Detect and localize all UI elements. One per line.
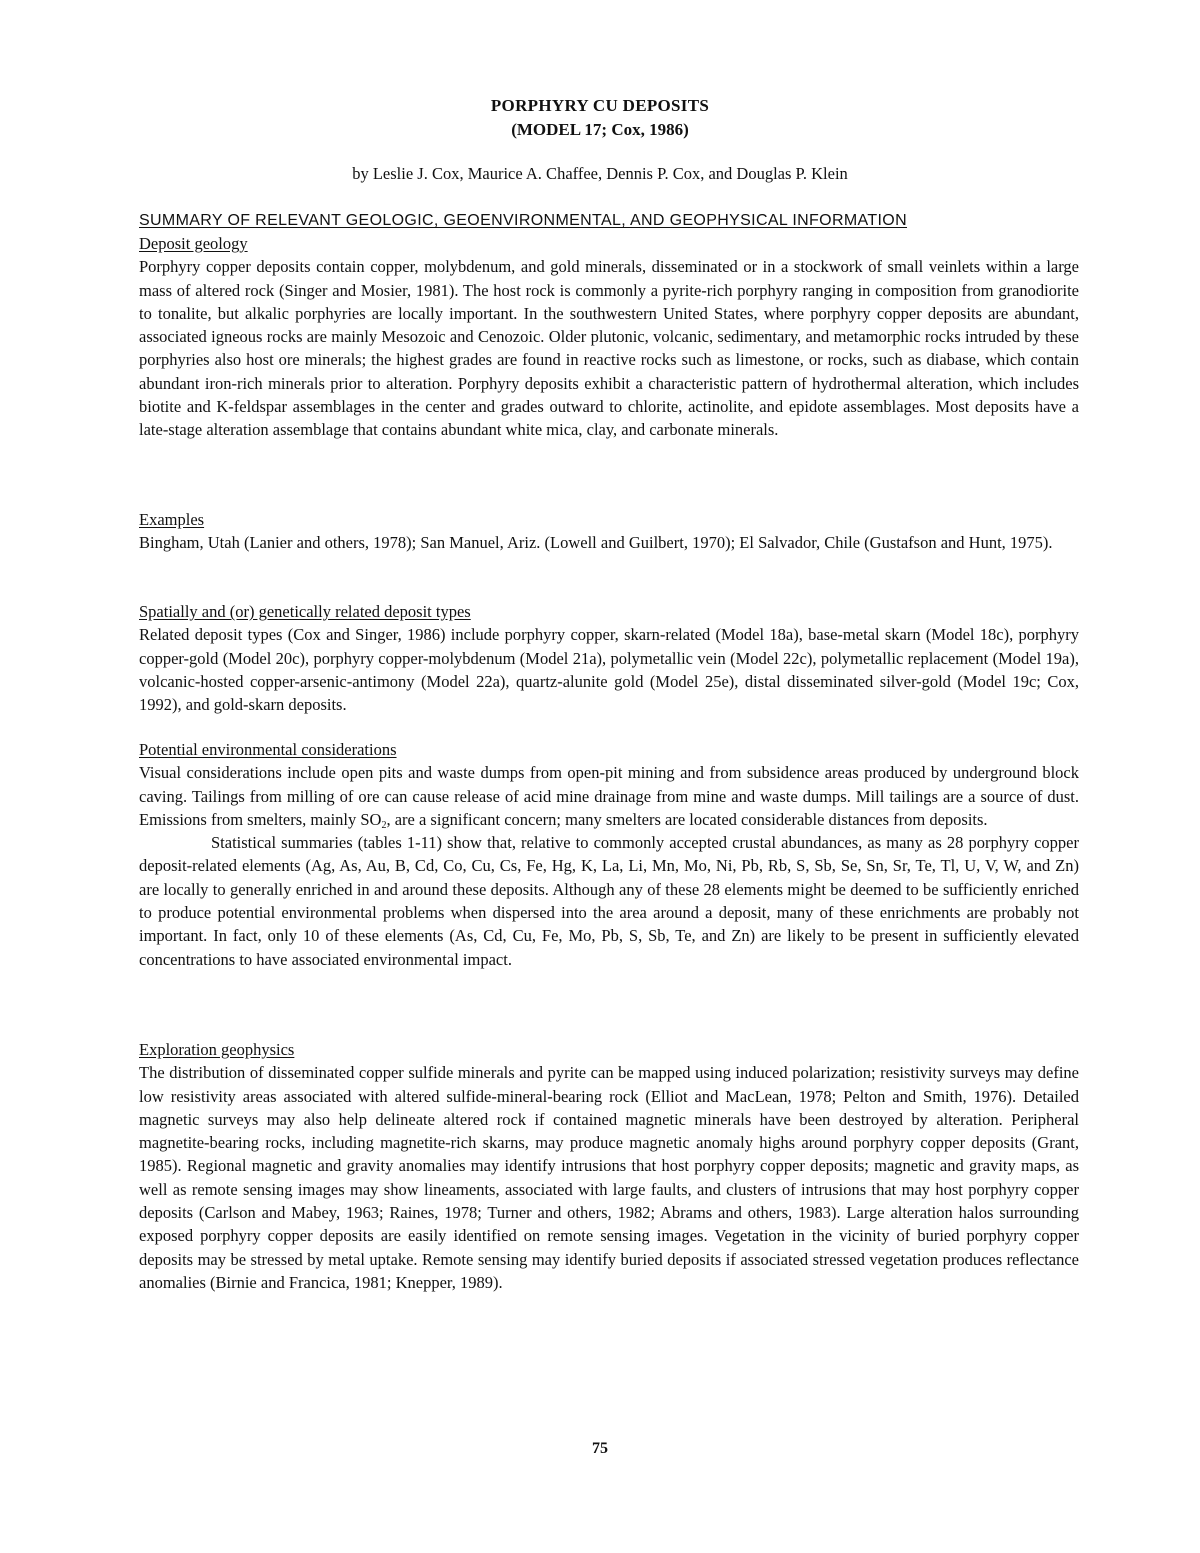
so2-subscript: 2	[381, 819, 387, 831]
environmental-paragraph-1	[139, 761, 1079, 831]
related-types-text: Related deposit types (Cox and Singer, 1986) include porphyry copper, skarn-related (Model 18a), base-metal skarn (Model 18c), porphyry copper-gold (Model 20c), porphyry copper-molybdenum (Model 21a), polymetallic vein (Model 22c), polymetallic replacement (Model 19a), volcanic-hosted copper-arsenic-antimony (Model 22a), quartz-alunite gold (Model 25e), distal disseminated silver-gold (Model 19c; Cox, 1992), and gold-skarn deposits.	[139, 625, 1079, 715]
section-examples	[139, 508, 1079, 555]
geophysics-heading: Exploration geophysics	[139, 1040, 295, 1059]
env-p1-after: , are a significant concern; many smelters are located considerable distances from deposits.	[386, 809, 988, 829]
authors-line: by Leslie J. Cox, Maurice A. Chaffee, Dennis P. Cox, and Douglas P. Klein	[352, 164, 848, 183]
document-title: PORPHYRY CU DEPOSITS	[490, 96, 710, 115]
environmental-paragraph-2: Statistical summaries (tables 1-11) show that, relative to commonly accepted crustal abundances, as many as 28 porphyry copper deposit-related elements (Ag, As, Au, B, Cd, Co, Cu, Cs, Fe, Hg, K, La, Li, Mn, Mo, Ni, Pb, Rb, S, Sb, Se, Sn, Sr, Te, Tl, U, V, W, and Zn) are locally to generally enriched in and around these deposits. Although any of these 28 elements might be deemed to be sufficiently enriched to produce potential environmental problems when dispersed into the area around a deposit, many of these enrichments are probably not important. In fact, only 10 of these elements (As, Cd, Cu, Fe, Mo, Pb, S, Sb, Te, and Zn) are likely to be present in sufficiently elevated concentrations to have associated environmental impact.	[139, 833, 1079, 969]
section-related-types	[139, 600, 1079, 716]
env-p1-before: Visual considerations include open pits and waste dumps from open-pit mining and from subsidence areas produced by underground block caving. Tailings from milling of ore can cause release of acid mine drainage from mine and waste dumps. Mill tailings are a source of dust. Emissions from smelters, mainly SO	[139, 763, 1079, 829]
section-environmental	[139, 738, 1079, 971]
environmental-heading: Potential environmental considerations	[139, 740, 397, 759]
deposit-geology-heading: Deposit geology	[139, 234, 248, 253]
examples-heading: Examples	[139, 510, 205, 529]
summary-heading: SUMMARY OF RELEVANT GEOLOGIC, GEOENVIRONMENTAL, AND GEOPHYSICAL INFORMATION	[139, 212, 908, 229]
page-number: 75	[592, 1440, 608, 1457]
deposit-geology-text: Porphyry copper deposits contain copper, molybdenum, and gold minerals, disseminated or in a stockwork of small veinlets within a large mass of altered rock (Singer and Mosier, 1981). The host rock is commonly a pyrite-rich porphyry ranging in composition from granodiorite to tonalite, but alkalic porphyries are locally important. In the southwestern United States, where porphyry copper deposits are abundant, associated igneous rocks are mainly Mesozoic and Cenozoic. Older plutonic, volcanic, sedimentary, and metamorphic rocks intruded by these porphyries also host ore minerals; the highest grades are found in reactive rocks such as limestone, or rocks, such as diabase, which contain abundant iron-rich minerals prior to alteration. Porphyry deposits exhibit a characteristic pattern of hydrothermal alteration, which includes biotite and K-feldspar assemblages in the center and grades outward to chlorite, actinolite, and epidote assemblages. Most deposits have a late-stage alteration assemblage that contains abundant white mica, clay, and carbonate minerals.	[139, 257, 1079, 440]
related-types-heading: Spatially and (or) genetically related deposit types	[139, 602, 471, 621]
section-geophysics	[139, 1038, 1079, 1294]
model-reference: (MODEL 17; Cox, 1986)	[511, 120, 689, 139]
geophysics-text: The distribution of disseminated copper sulfide minerals and pyrite can be mapped using induced polarization; resistivity surveys may define low resistivity areas associated with altered sulfide-mineral-bearing rock (Elliot and MacLean, 1978; Pelton and Smith, 1976). Detailed magnetic surveys may also help delineate altered rock if contained magnetic minerals have been destroyed by alteration. Peripheral magnetite-bearing rocks, including magnetite-rich skarns, may produce magnetic anomaly highs around porphyry copper deposits (Grant, 1985). Regional magnetic and gravity anomalies may identify intrusions that host porphyry copper deposits; magnetic and gravity maps, as well as remote sensing images may show lineaments, associated with large faults, and clusters of intrusions that may host porphyry copper deposits (Carlson and Mabey, 1963; Raines, 1978; Turner and others, 1982; Abrams and others, 1983). Large alteration halos surrounding exposed porphyry copper deposits are easily identified on remote sensing images. Vegetation in the vicinity of buried porphyry copper deposits may be stressed by metal uptake. Remote sensing may identify buried deposits if associated stressed vegetation produces reflectance anomalies (Birnie and Francica, 1981; Knepper, 1989).	[139, 1063, 1079, 1292]
summary-heading-block	[139, 209, 1079, 232]
section-deposit-geology	[139, 232, 1079, 442]
examples-text: Bingham, Utah (Lanier and others, 1978); San Manuel, Ariz. (Lowell and Guilbert, 1970); El Salvador, Chile (Gustafson and Hunt, 1975).	[139, 533, 1053, 553]
